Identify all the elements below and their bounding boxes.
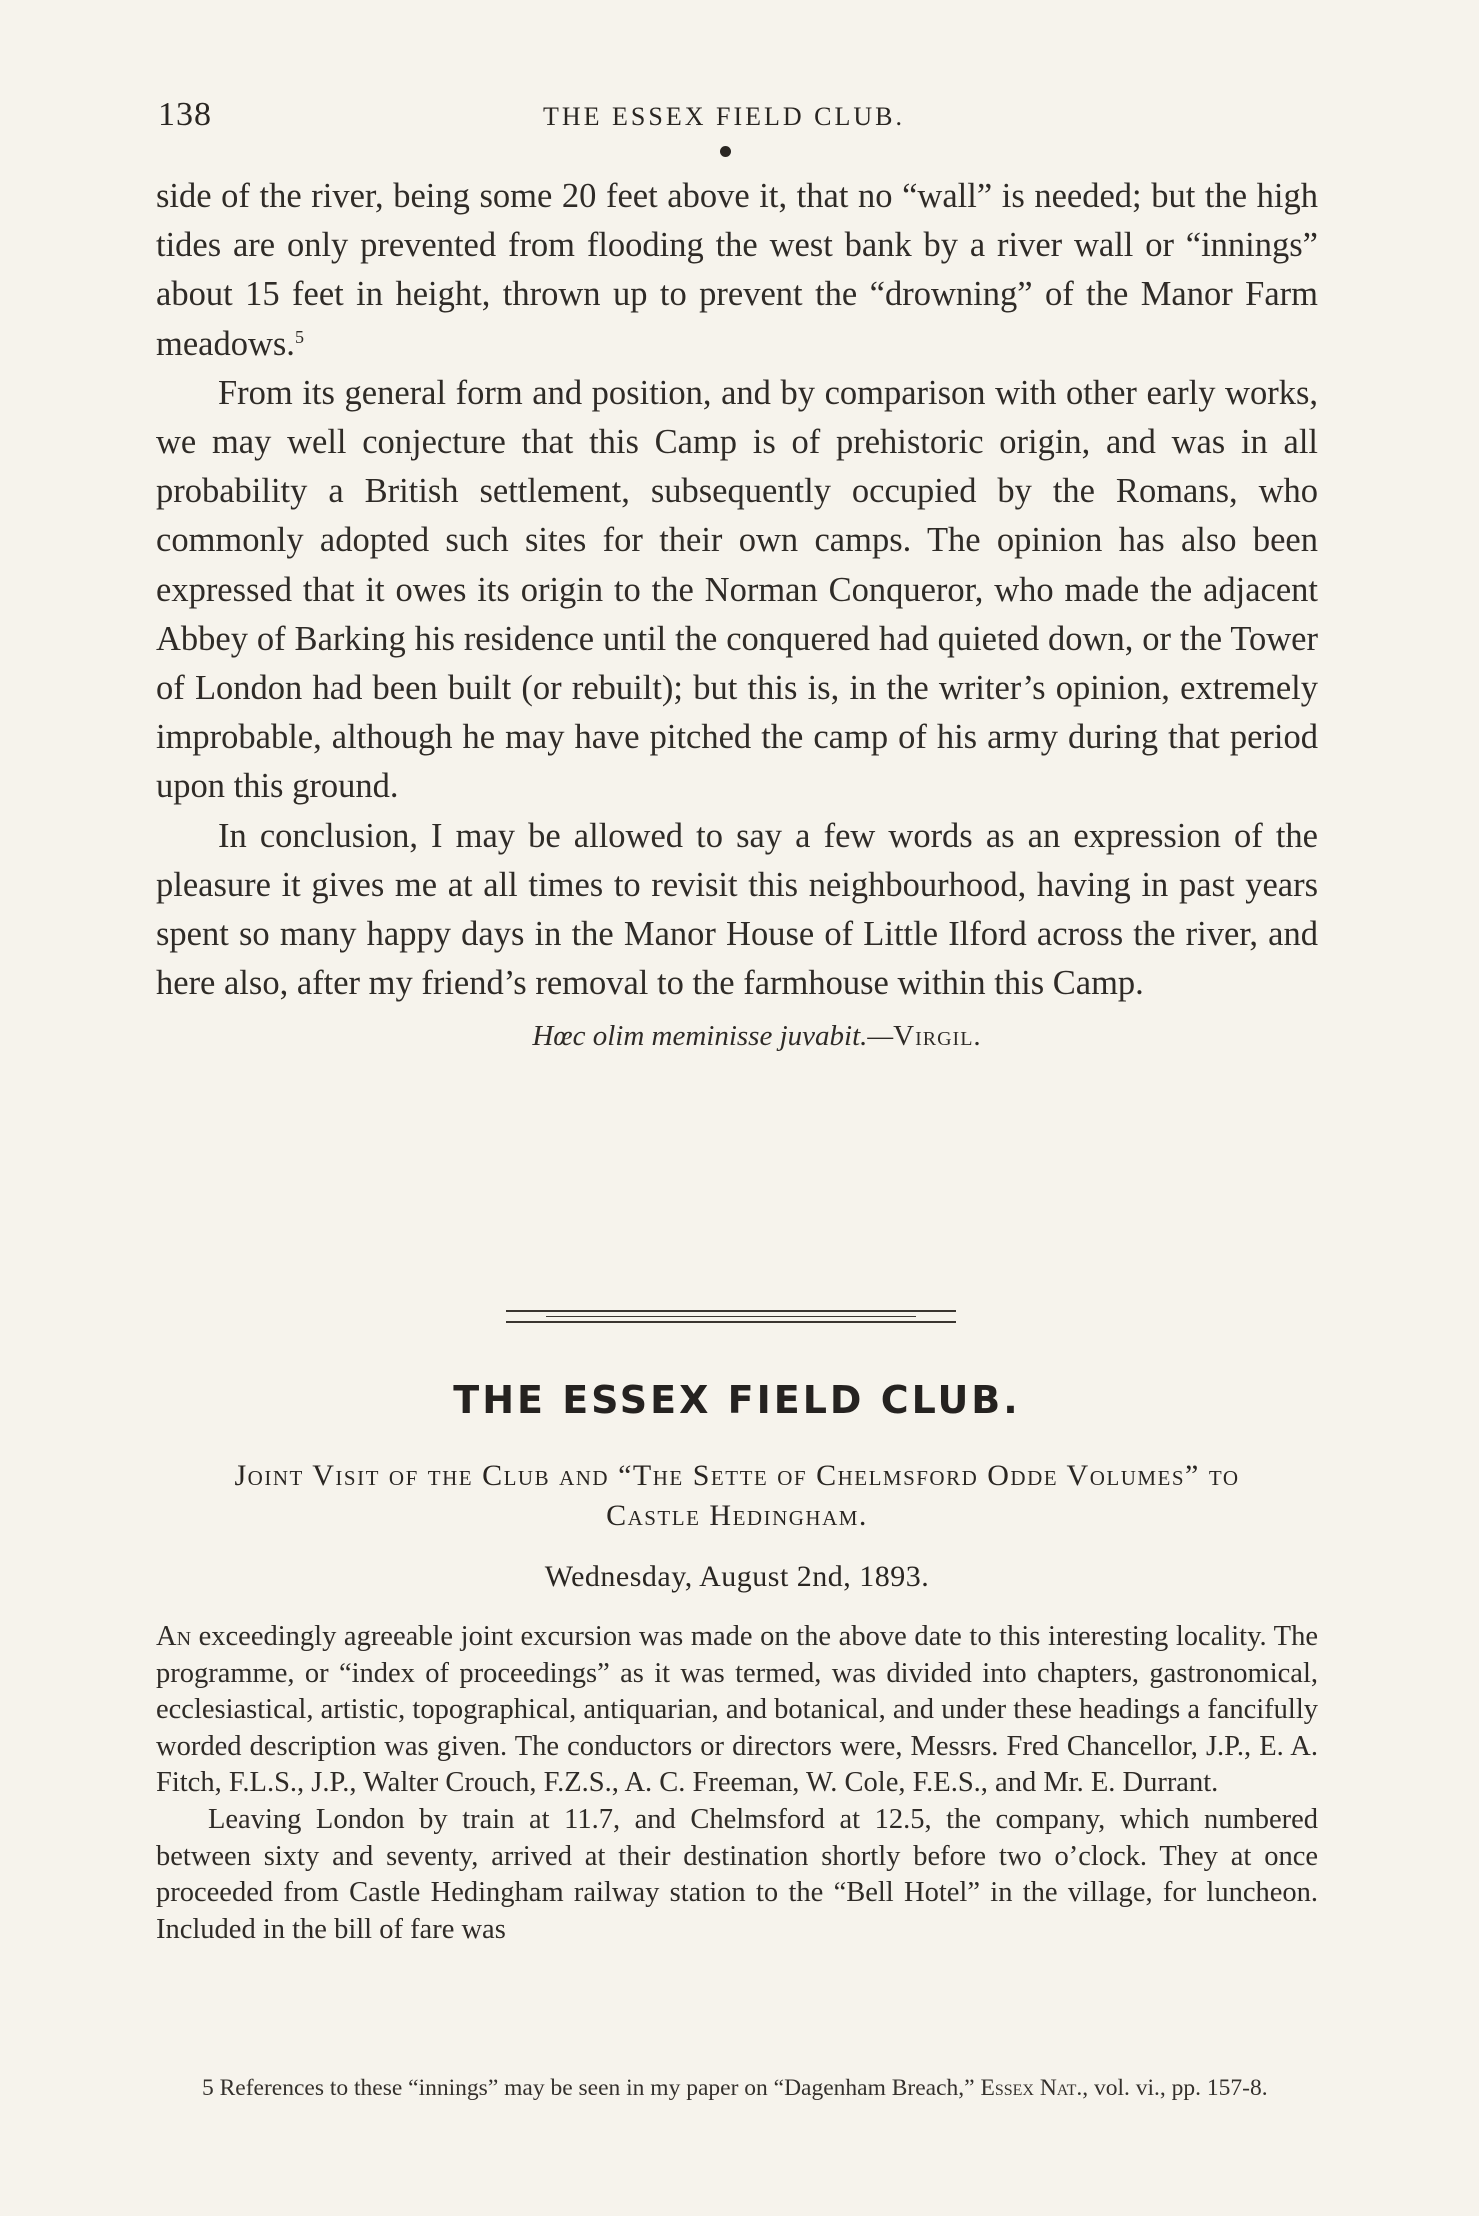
- section-date: Wednesday, August 2nd, 1893.: [544, 1560, 930, 1593]
- report-paragraph-1: [156, 1619, 1318, 1802]
- running-title: THE ESSEX FIELD CLUB.: [543, 102, 905, 131]
- page-number: 138: [158, 96, 212, 133]
- separator-line-bottom: [506, 1321, 956, 1323]
- quote-text: Hœc olim meminisse juvabit.—: [532, 1020, 894, 1053]
- separator-line-top: [506, 1310, 956, 1312]
- article-body: [156, 172, 1318, 1062]
- paragraph-continuation-text: side of the river, being some 20 feet above it, that no “wall” is needed; but the high tides are only prevented from flooding the west bank by a river wall or “innings” about 15 feet in height, thrown up to prevent the “drowning” of the Manor Farm meadows.: [156, 177, 1318, 363]
- report-paragraph-2: Leaving London by train at 11.7, and Chelmsford at 12.5, the company, which numbered between sixty and seventy, arrived at their destination shortly before two o’clock. They at once proceeded from Castle Hedingham railway station to the “Bell Hotel” in the village, for luncheon. Included in the bill of fare was: [156, 1803, 1318, 1945]
- running-head: [158, 96, 1320, 136]
- report-paragraph-1-text: exceedingly agreeable joint excursion was made on the above date to this interesting locality. The programme, or “index of proceedings” as it was termed, was divided into chapters, gastronomical, ecclesiastical, artistic, topographical, antiquarian, and botanical, and under these headings a fancifully worded description was given. The conductors or directors were, Messrs. Fred Chancellor, J.P., E. A. Fitch, F.L.S., J.P., Walter Crouch, F.Z.S., A. C. Freeman, W. Cole, F.E.S., and Mr. E. Durrant.: [156, 1621, 1318, 1799]
- report-body: [156, 1619, 1318, 1948]
- footnote-number: 5: [202, 2075, 214, 2101]
- section-heading: THE ESSEX FIELD CLUB.: [453, 1378, 1021, 1422]
- footnote-reference: 5: [294, 326, 304, 347]
- footnote: [156, 2074, 1318, 2103]
- section-separator: [506, 1310, 956, 1324]
- closing-quote: [156, 1012, 1318, 1061]
- paragraph-origin: From its general form and position, and by comparison with other early works, we may well conjecture that this Camp is of prehistoric origin, and was in all probability a British settlement, subsequently occupied by the Romans, who commonly adopted such sites for their own camps. The opinion has also been expressed that it owes its origin to the Norman Conqueror, who made the adjacent Abbey of Barking his residence until the conquered had quieted down, or the Tower of London had been built (or rebuilt); but this is, in the writer’s opinion, extremely improbable, although he may have pitched the camp of his army during that period upon this ground.: [156, 373, 1318, 806]
- paragraph-conclusion: In conclusion, I may be allowed to say a few words as an expression of the pleasure it gives me at all times to revisit this neighbourhood, having in past years spent so many happy days in the Manor House of Little Ilford across the river, and here also, after my friend’s removal to the farmhouse within this Camp.: [156, 816, 1318, 1003]
- footnote-citation: , vol. vi., pp. 157-8.: [1082, 2075, 1268, 2101]
- paragraph-continuation: [156, 172, 1318, 369]
- footnote-journal: Essex Nat.: [980, 2075, 1083, 2101]
- report-lead-word: An: [156, 1621, 192, 1652]
- quote-author: Virgil.: [893, 1020, 982, 1053]
- ink-dot: [720, 146, 731, 157]
- section-subtitle: Joint Visit of the Club and “The Sette of Chelmsford Odde Volumes” to Castle Hedingham.: [234, 1459, 1240, 1532]
- separator-line-middle: [546, 1316, 916, 1317]
- footnote-text: References to these “innings” may be seen in my paper on “Dagenham Breach,”: [213, 2075, 981, 2101]
